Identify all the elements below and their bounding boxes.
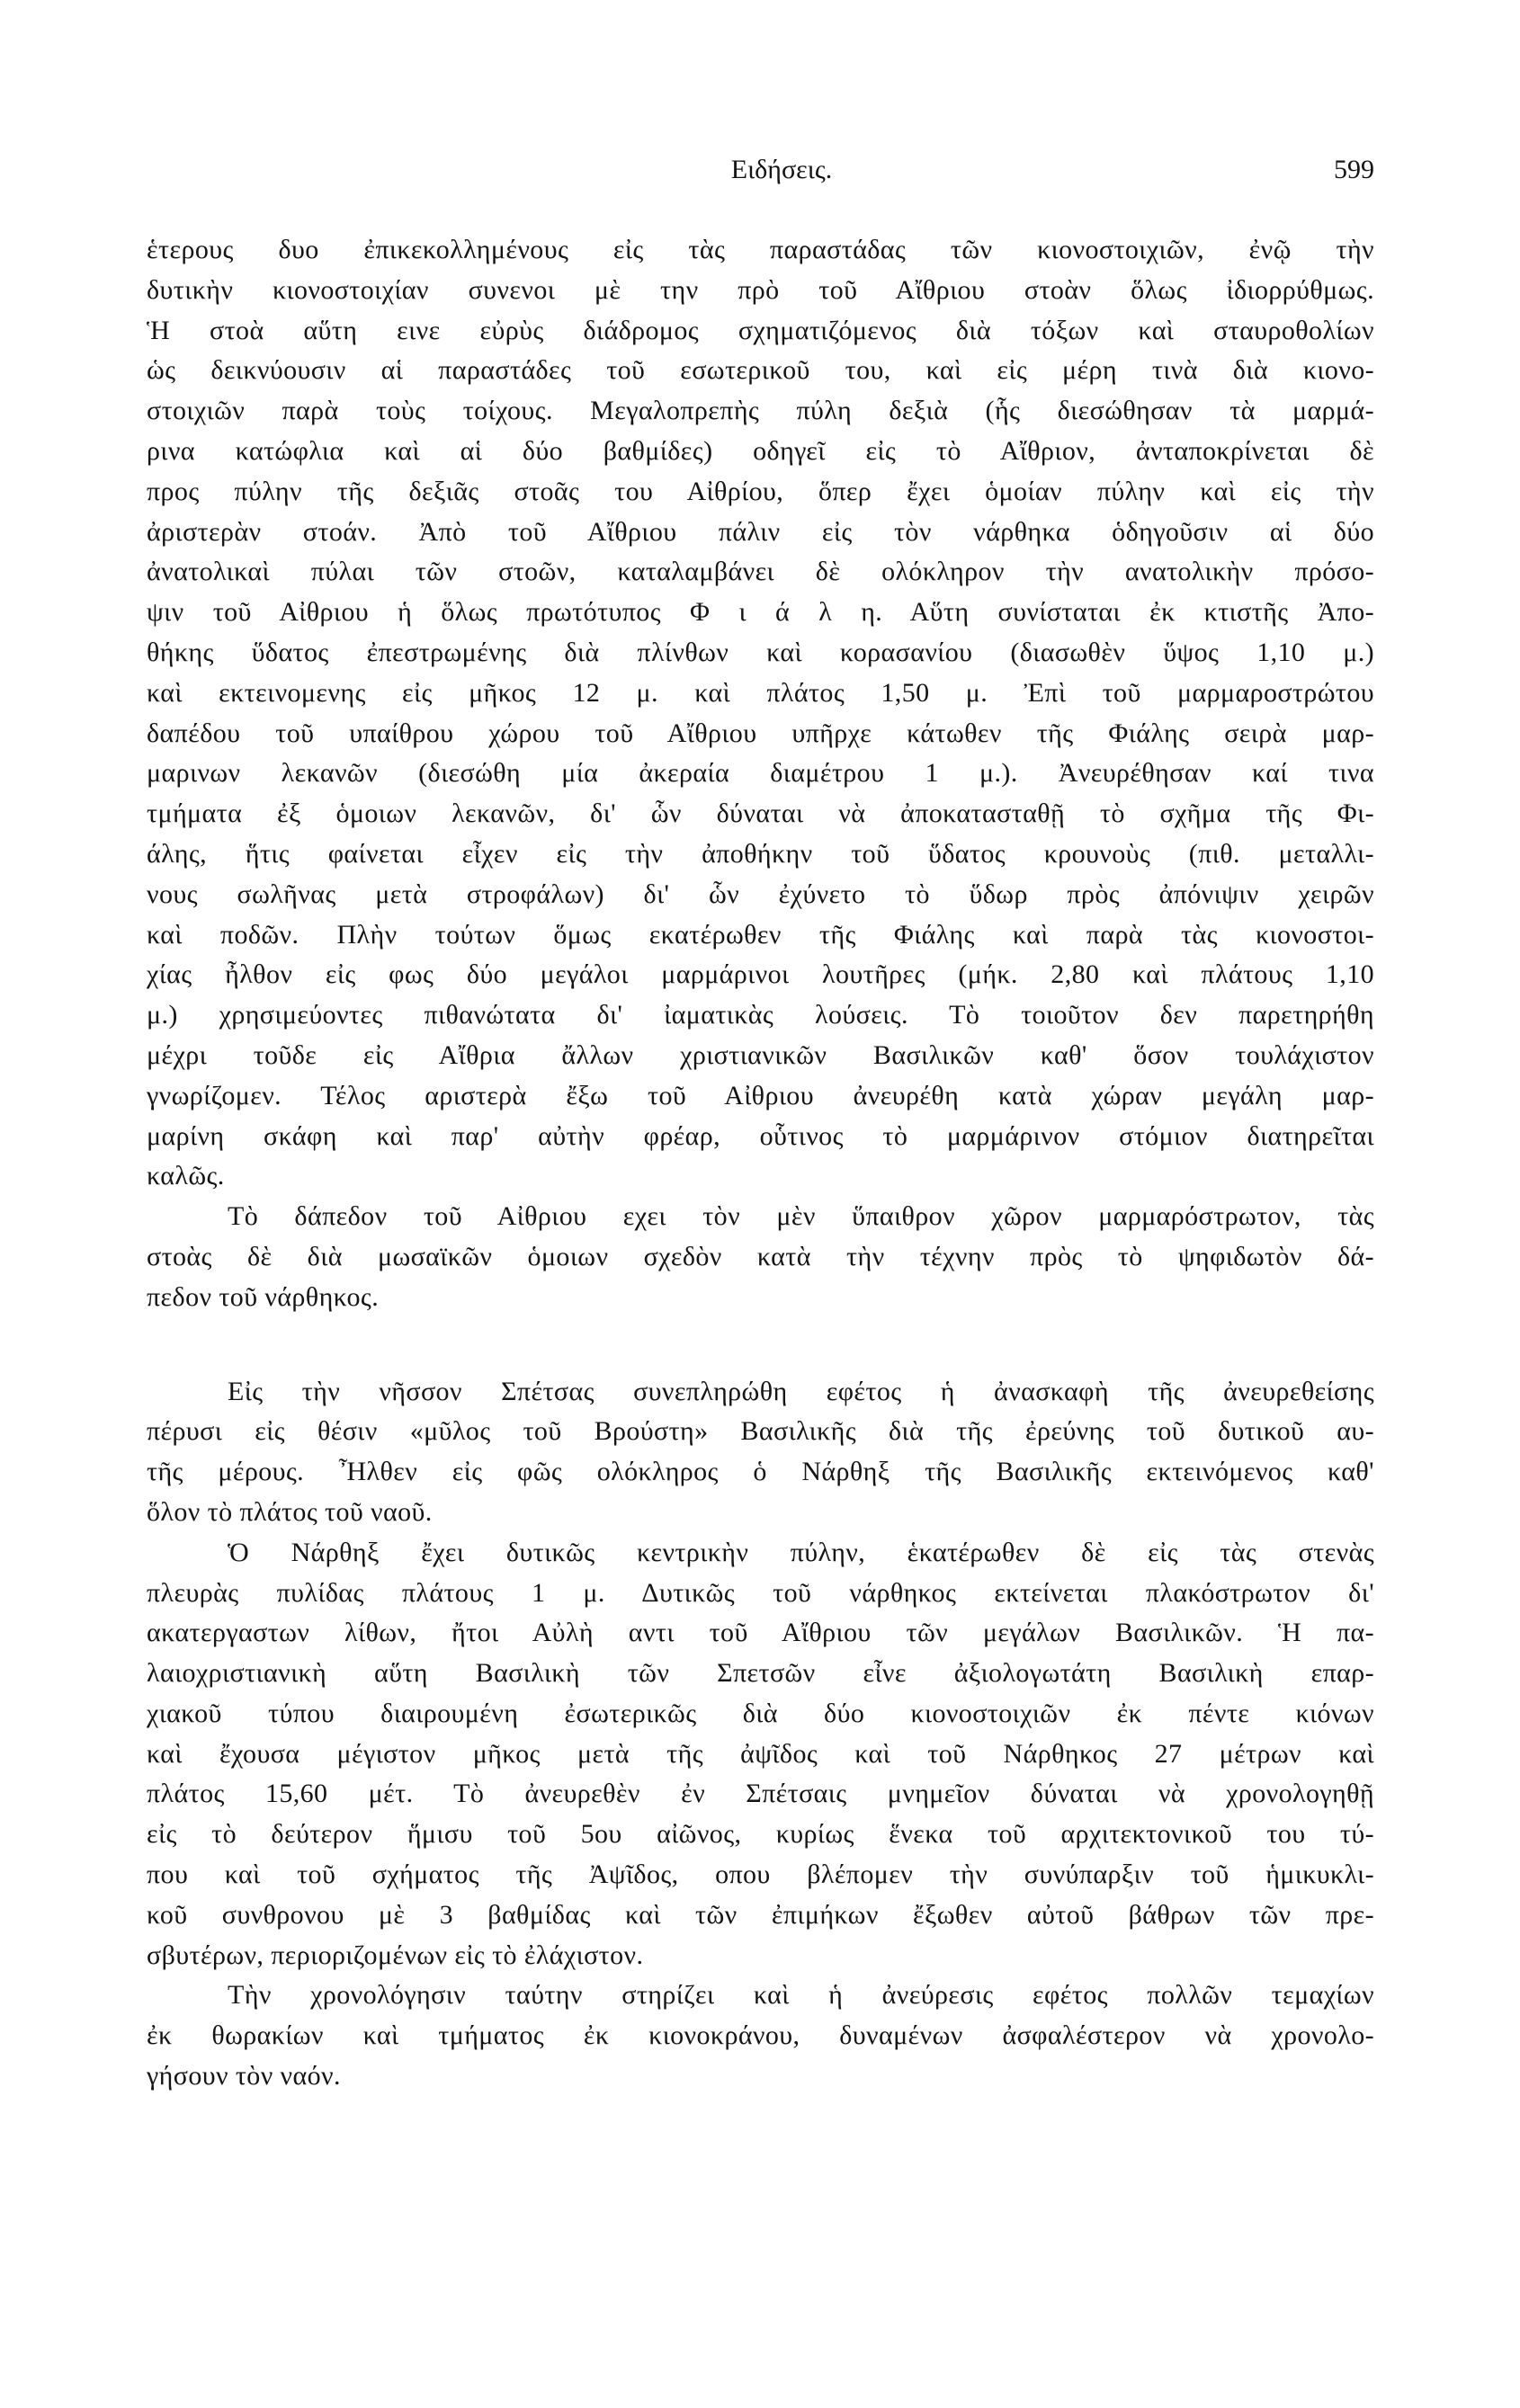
text-line: χίας ἦλθον εἰς φως δύο μεγάλοι μαρμάρινοι λουτῆρες (μήκ. 2,80 καὶ πλάτους 1,10 bbox=[147, 959, 1374, 990]
text-line: πεδον τοῦ νάρθηκος. bbox=[147, 1281, 380, 1312]
text-line: ακατεργαστων λίθων, ἤτοι Αὐλὴ αντι τοῦ Αἴθριου τῶν μεγάλων Βασιλικῶν. Ἡ πα- bbox=[147, 1618, 1374, 1648]
text-line: νους σωλῆνας μετὰ στροφάλων) δι' ὧν ἐχύνετο τὸ ὕδωρ πρὸς ἀπόνιψιν χειρῶν bbox=[147, 878, 1374, 909]
text-line: πέρυσι εἰς θέσιν «μῦλος τοῦ Βρούστη» Βασιλικῆς διὰ τῆς ἐρεύνης τοῦ δυτικοῦ αυ- bbox=[147, 1416, 1374, 1447]
text-line: ἑτερους δυο ἐπικεκολλημένους εἰς τὰς παραστάδας τῶν κιονοστοιχιῶν, ἐνῷ τὴν bbox=[147, 235, 1374, 264]
body-text bbox=[147, 230, 1374, 2097]
text-line: μέχρι τοῦδε εἰς Αἴθρια ἄλλων χριστιανικῶν Βασιλικῶν καθ' ὅσον τουλάχιστον bbox=[147, 1039, 1374, 1070]
text-line: ὡς δεικνύουσιν αἱ παραστάδες τοῦ εσωτερικοῦ του, καὶ εἰς μέρη τινὰ διὰ κιονο- bbox=[147, 355, 1374, 386]
text-line: χιακοῦ τύπου διαιρουμένη ἐσωτερικῶς διὰ δύο κιονοστοιχιῶν ἐκ πέντε κιόνων bbox=[147, 1698, 1374, 1728]
text-line: μ.) χρησιμεύοντες πιθανώτατα δι' ἰαματικὰς λούσεις. Τὸ τοιοῦτον δεν παρετηρήθη bbox=[147, 1000, 1374, 1030]
text-line: τμήματα ἐξ ὁμοιων λεκανῶν, δι' ὧν δύναται νὰ ἀποκατασταθῇ τὸ σχῆμα τῆς Φι- bbox=[147, 798, 1374, 829]
text-line: που καὶ τοῦ σχήματος τῆς Ἀψῖδος, οπου βλέπομεν τὴν συνύπαρξιν τοῦ ἡμικυκλι- bbox=[147, 1860, 1374, 1890]
text-line: μαρίνη σκάφη καὶ παρ' αὐτὴν φρέαρ, οὗτινος τὸ μαρμάρινον στόμιον διατηρεῖται bbox=[147, 1120, 1374, 1151]
text-line: δαπέδου τοῦ υπαίθρου χώρου τοῦ Αἴθριου υπῆρχε κάτωθεν τῆς Φιάλης σειρὰ μαρ- bbox=[147, 718, 1374, 748]
text-line: ψιν τοῦ Αἰθριου ἡ ὅλως πρωτότυπος Φ ι ά λ η. Αὕτη συνίσταται ἐκ κτιστῆς Ἀπο- bbox=[147, 597, 1374, 628]
text-line: ἐκ θωρακίων καὶ τμήματος ἐκ κιονοκράνου, δυναμένων ἀσφαλέστερον νὰ χρονολο- bbox=[147, 2020, 1374, 2051]
text-line: ἀνατολικαὶ πύλαι τῶν στοῶν, καταλαμβάνει δὲ ολόκληρον τὴν ανατολικὴν πρόσο- bbox=[147, 557, 1374, 587]
text-line: καὶ ἔχουσα μέγιστον μῆκος μετὰ τῆς ἀψῖδος καὶ τοῦ Νάρθηκος 27 μέτρων καὶ bbox=[147, 1738, 1374, 1769]
text-line: Ἡ στοὰ αὕτη εινε εὐρὺς διάδρομος σχηματιζόμενος διὰ τόξων καὶ σταυροθολίων bbox=[147, 315, 1374, 345]
text-line: εἰς τὸ δεύτερον ἥμισυ τοῦ 5ου αἰῶνος, κυρίως ἕνεκα τοῦ αρχιτεκτονικοῦ του τύ- bbox=[147, 1819, 1374, 1850]
paragraph bbox=[147, 1975, 1374, 2096]
text-line: Ὁ Νάρθηξ ἔχει δυτικῶς κεντρικὴν πύλην, ἑκατέρωθεν δὲ εἰς τὰς στενὰς bbox=[228, 1537, 1374, 1567]
running-head bbox=[147, 149, 1374, 190]
paragraph bbox=[147, 1533, 1374, 1976]
text-line: δυτικὴν κιονοστοιχίαν συνενοι μὲ την πρὸ τοῦ Αἴθριου στοὰν ὅλως ἰδιορρύθμως. bbox=[147, 274, 1374, 305]
paragraph bbox=[147, 1197, 1374, 1317]
text-line: ρινα κατώφλια καὶ αἱ δύο βαθμίδες) οδηγεῖ εἰς τὸ Αἴθριον, ἀνταποκρίνεται δὲ bbox=[147, 435, 1374, 466]
text-line: θήκης ὕδατος ἐπεστρωμένης διὰ πλίνθων καὶ κορασανίου (διασωθὲν ὕψος 1,10 μ.) bbox=[147, 637, 1374, 667]
text-line: μαρινων λεκανῶν (διεσώθη μία ἀκεραία διαμέτρου 1 μ.). Ἀνευρέθησαν καί τινα bbox=[147, 758, 1374, 789]
text-line: σβυτέρων, περιοριζομένων εἰς τὸ ἐλάχιστον. bbox=[147, 1940, 644, 1970]
text-line: γνωρίζομεν. Τέλος αριστερὰ ἔξω τοῦ Αἰθριου ἀνευρέθη κατὰ χώραν μεγάλη μαρ- bbox=[147, 1080, 1374, 1110]
text-line: στοιχιῶν παρὰ τοὺς τοίχους. Μεγαλοπρεπὴς πύλη δεξιὰ (ἧς διεσώθησαν τὰ μαρμά- bbox=[147, 396, 1374, 426]
text-line: πλευρὰς πυλίδας πλάτους 1 μ. Δυτικῶς τοῦ νάρθηκος εκτείνεται πλακόστρωτον δι' bbox=[147, 1577, 1374, 1608]
text-line: προς πύλην τῆς δεξιᾶς στοᾶς του Αἰθρίου, ὅπερ ἔχει ὁμοίαν πύλην καὶ εἰς τὴν bbox=[147, 476, 1374, 506]
text-line: καλῶς. bbox=[147, 1161, 225, 1191]
paragraph bbox=[147, 230, 1374, 1197]
paragraph bbox=[147, 1372, 1374, 1533]
text-line: ὅλον τὸ πλάτος τοῦ ναοῦ. bbox=[147, 1496, 433, 1527]
text-line: στοὰς δὲ διὰ μωσαϊκῶν ὁμοιων σχεδὸν κατὰ τὴν τέχνην πρὸς τὸ ψηφιδωτὸν δά- bbox=[147, 1241, 1374, 1271]
text-line: τῆς μέρους. Ἦλθεν εἰς φῶς ολόκληρος ὁ Νάρθηξ τῆς Βασιλικῆς εκτεινόμενος καθ' bbox=[147, 1457, 1374, 1487]
running-title: Ειδήσεις. bbox=[730, 155, 833, 184]
text-line: πλάτος 15,60 μέτ. Τὸ ἀνευρεθὲν ἐν Σπέτσαις μνημεῖον δύναται νὰ χρονολογηθῇ bbox=[147, 1779, 1374, 1809]
text-line: καὶ ποδῶν. Πλὴν τούτων ὅμως εκατέρωθεν τῆς Φιάλης καὶ παρὰ τὰς κιονοστοι- bbox=[147, 919, 1374, 950]
text-line: λαιοχριστιανικὴ αὕτη Βασιλικὴ τῶν Σπετσῶν εἶνε ἀξιολογωτάτη Βασιλικὴ επαρ- bbox=[147, 1658, 1374, 1689]
text-line: Εἰς τὴν νῆσσον Σπέτσας συνεπληρώθη εφέτος ἡ ἀνασκαφὴ τῆς ἀνευρεθείσης bbox=[228, 1376, 1374, 1406]
text-line: κοῦ συνθρονου μὲ 3 βαθμίδας καὶ τῶν ἐπιμήκων ἔξωθεν αὐτοῦ βάθρων τῶν πρε- bbox=[147, 1899, 1374, 1930]
text-line: καὶ εκτεινομενης εἰς μῆκος 12 μ. καὶ πλάτος 1,50 μ. Ἐπὶ τοῦ μαρμαροστρώτου bbox=[147, 677, 1374, 708]
text-line: Τὸ δάπεδον τοῦ Αἰθριου εχει τὸν μὲν ὕπαιθρον χῶρον μαρμαρόστρωτον, τὰς bbox=[228, 1201, 1374, 1232]
text-line: γήσουν τὸν ναόν. bbox=[147, 2061, 341, 2091]
page-number: 599 bbox=[1334, 155, 1374, 184]
text-line: άλης, ἥτις φαίνεται εἶχεν εἰς τὴν ἀποθήκην τοῦ ὕδατος κρουνοὺς (πιθ. μεταλλι- bbox=[147, 838, 1374, 869]
text-line: Τὴν χρονολόγησιν ταύτην στηρίζει καὶ ἡ ἀνεύρεσις εφέτος πολλῶν τεμαχίων bbox=[228, 1980, 1374, 2011]
text-line: ἀριστερὰν στοάν. Ἀπὸ τοῦ Αἴθριου πάλιν εἰς τὸν νάρθηκα ὁδηγοῦσιν αἱ δύο bbox=[147, 516, 1374, 547]
